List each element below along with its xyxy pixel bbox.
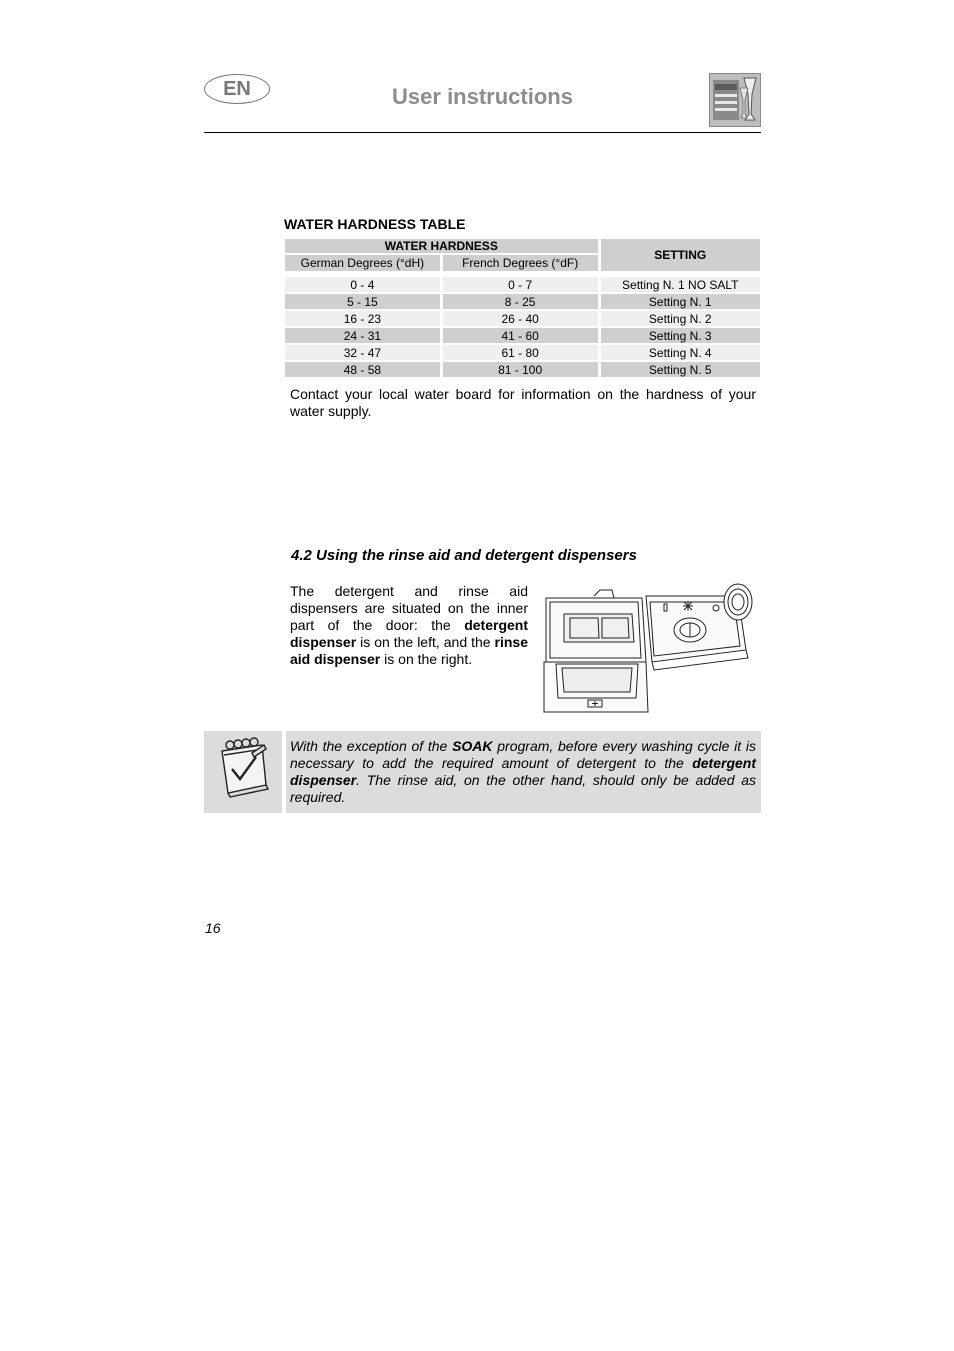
table-row [285, 294, 760, 309]
dispenser-paragraph [290, 583, 528, 668]
dispenser-illustration [542, 580, 760, 716]
soak-term: SOAK [452, 738, 493, 754]
french-cell: 8 - 25 [443, 294, 598, 309]
table-title: WATER HARDNESS TABLE [284, 216, 466, 232]
note-text-part: With the exception of the [290, 738, 453, 754]
german-cell: 48 - 58 [285, 362, 440, 377]
german-cell: 5 - 15 [285, 294, 440, 309]
french-cell: 61 - 80 [443, 345, 598, 360]
table-row [285, 311, 760, 326]
paragraph-text: The detergent and rinse aid dispensers are situated on the inner part of the door: the [290, 583, 528, 633]
note-text [290, 738, 756, 806]
table-row [285, 277, 760, 292]
setting-cell: Setting N. 3 [601, 328, 760, 343]
setting-cell: Setting N. 1 NO SALT [601, 277, 760, 292]
water-hardness-table [282, 237, 763, 379]
german-degrees-header: German Degrees (°dH) [285, 255, 440, 271]
setting-cell: Setting N. 2 [601, 311, 760, 326]
note-text-part: program, before every washing cycle it is necessary to add the required amount of detergent to the [290, 738, 756, 771]
note-icon-box [204, 731, 282, 813]
setting-cell: Setting N. 5 [601, 362, 760, 377]
note-text-part: . The rinse aid, on the other hand, should only be added as required. [290, 772, 756, 805]
french-cell: 41 - 60 [443, 328, 598, 343]
detergent-dispenser-term: detergent dispenser [290, 617, 528, 650]
setting-cell: Setting N. 1 [601, 294, 760, 309]
detergent-dispenser-term: detergent dispenser [290, 755, 756, 788]
language-badge [204, 74, 270, 104]
paragraph-text: is on the left, and the [356, 634, 495, 650]
german-cell: 24 - 31 [285, 328, 440, 343]
table-row [285, 328, 760, 343]
dishwasher-glasses-icon [709, 73, 761, 127]
french-cell: 81 - 100 [443, 362, 598, 377]
german-cell: 32 - 47 [285, 345, 440, 360]
french-degrees-header: French Degrees (°dF) [443, 255, 598, 271]
setting-header: SETTING [601, 239, 760, 271]
header-divider [204, 132, 761, 133]
page-title: User instructions [392, 84, 573, 109]
language-label: EN [223, 77, 251, 100]
notepad-check-icon [204, 731, 282, 813]
water-hardness-header: WATER HARDNESS [285, 239, 598, 253]
page-number: 16 [205, 920, 221, 936]
table-row [285, 362, 760, 377]
french-cell: 26 - 40 [443, 311, 598, 326]
table-row [285, 345, 760, 360]
setting-cell: Setting N. 4 [601, 345, 760, 360]
french-cell: 0 - 7 [443, 277, 598, 292]
german-cell: 0 - 4 [285, 277, 440, 292]
section-heading: 4.2 Using the rinse aid and detergent dispensers [291, 547, 637, 564]
paragraph-text: is on the right. [380, 651, 473, 667]
german-cell: 16 - 23 [285, 311, 440, 326]
rinse-aid-dispenser-term: rinse aid dispenser [290, 634, 528, 667]
contact-paragraph: Contact your local water board for information on the hardness of your water supply. [290, 386, 756, 419]
